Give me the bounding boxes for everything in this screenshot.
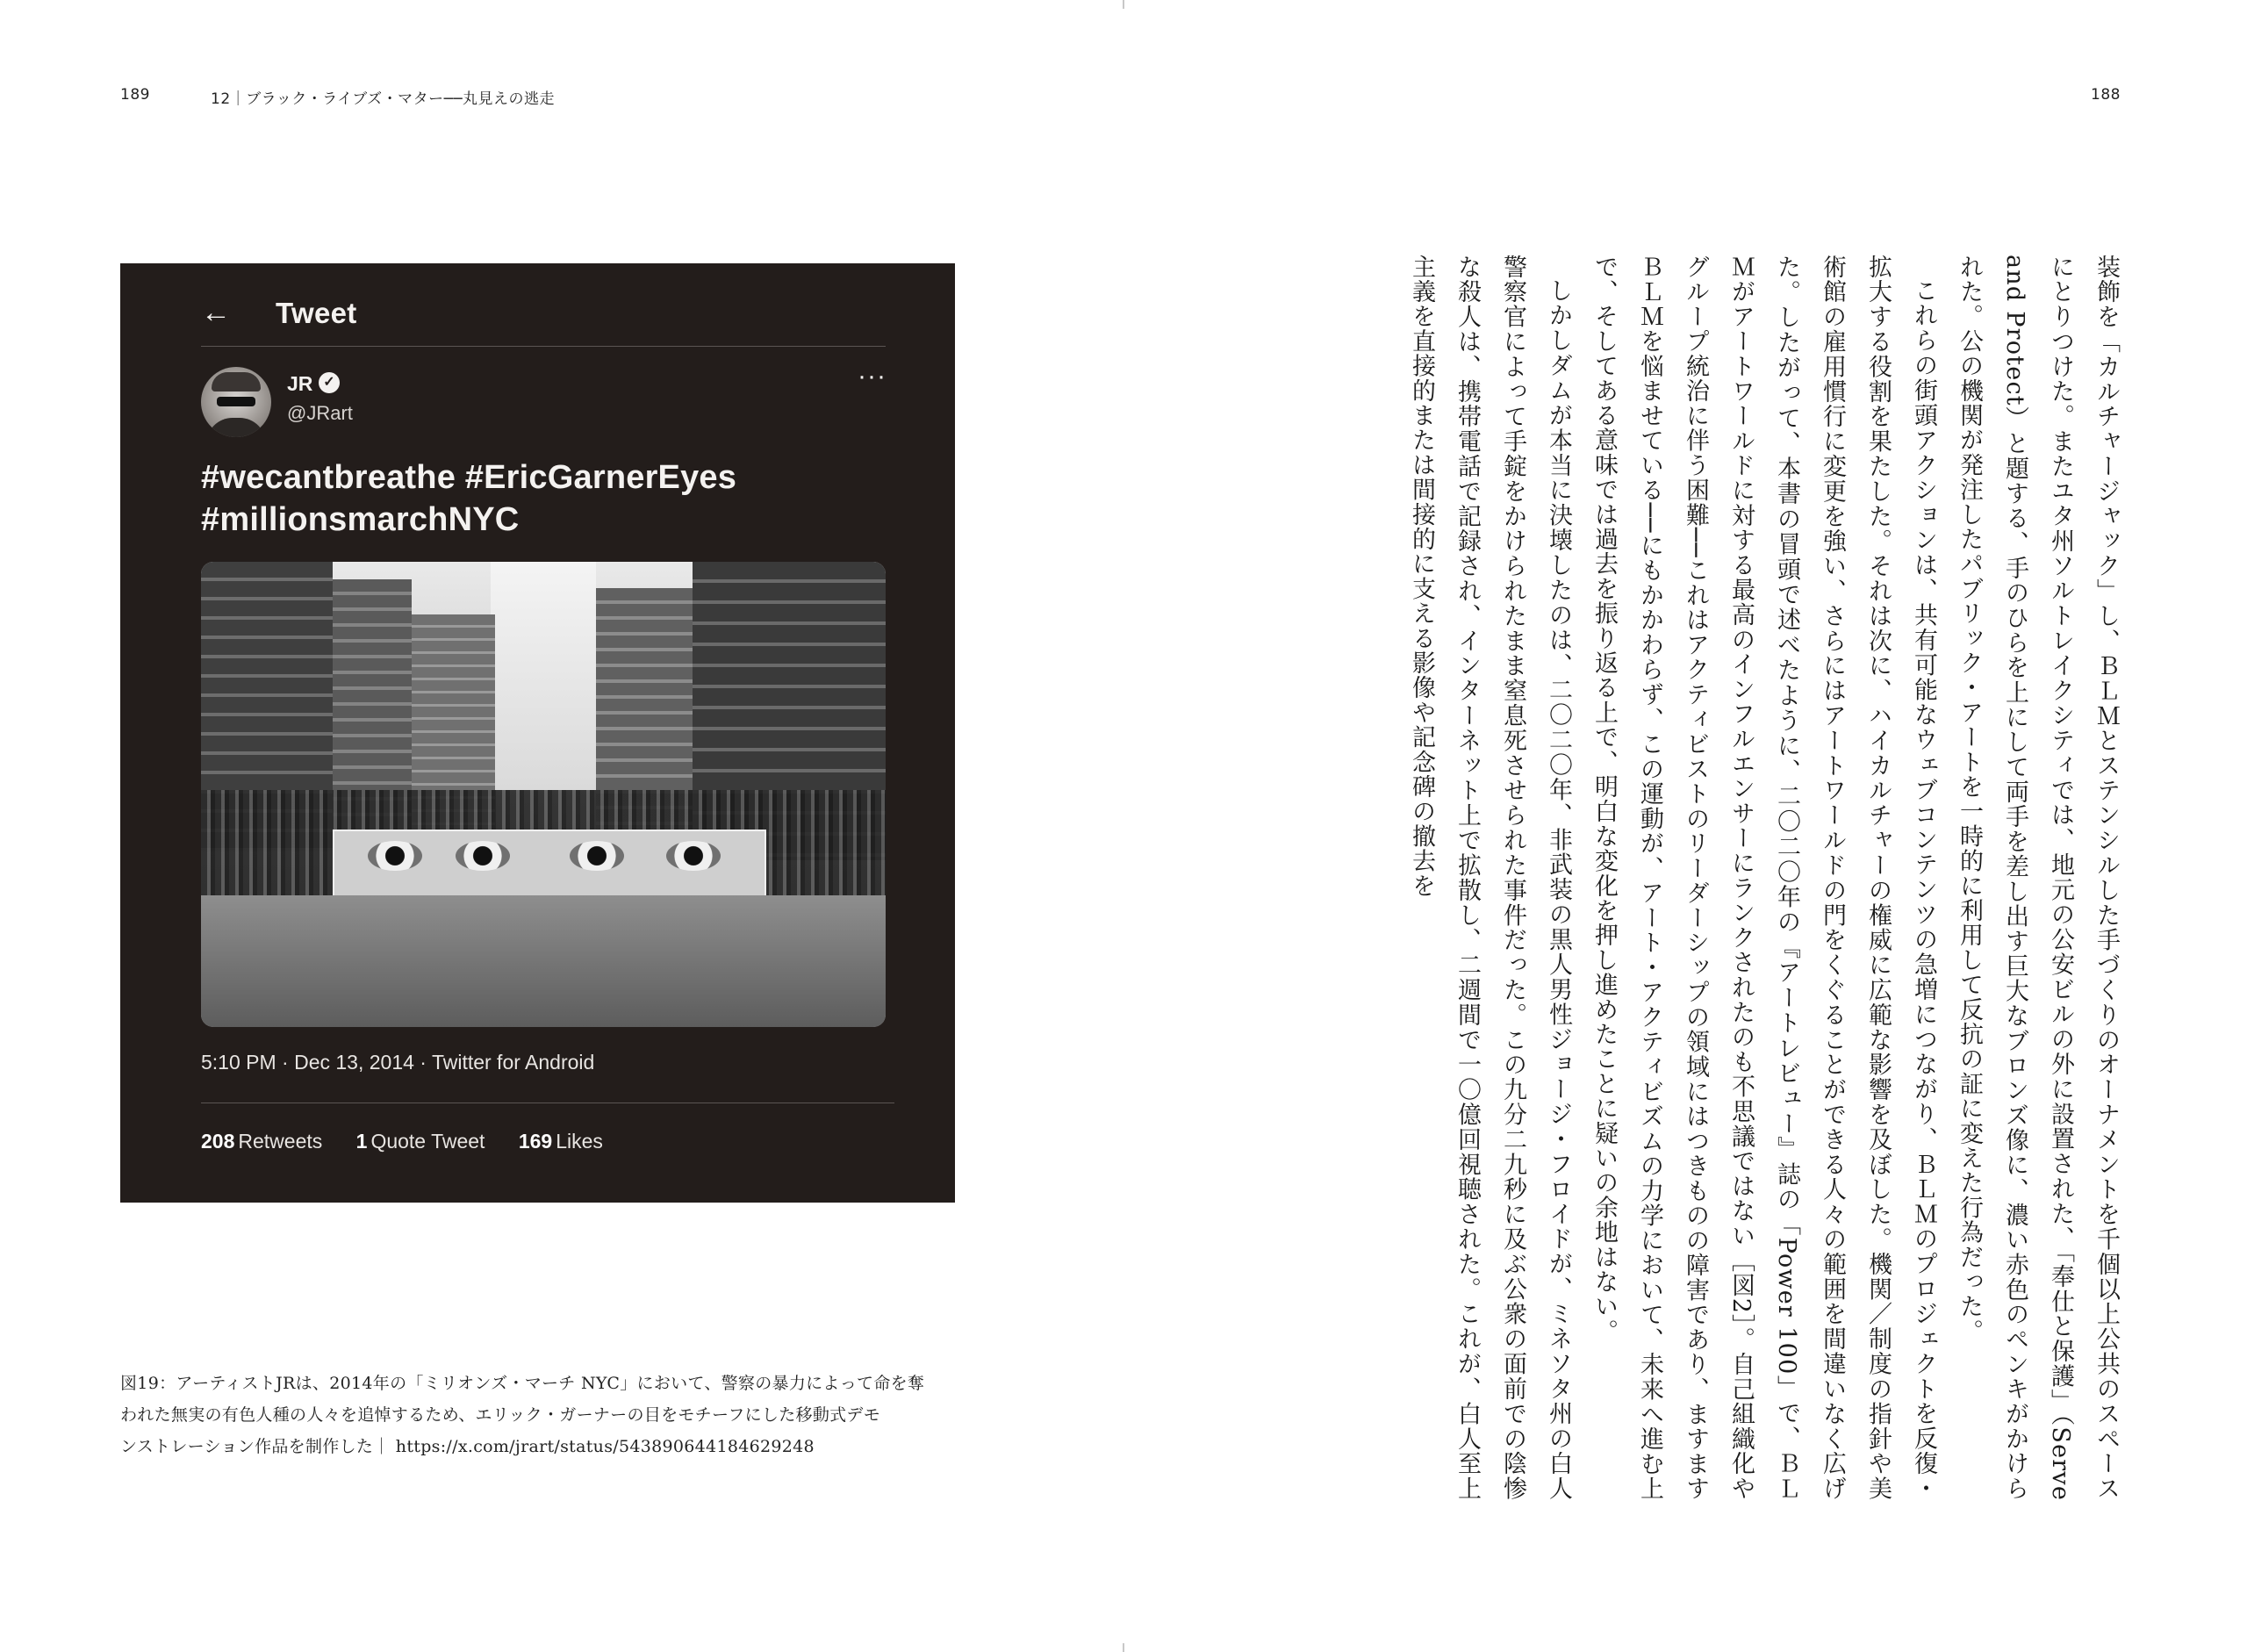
gutter-mark-top bbox=[1123, 0, 1124, 9]
photo-eye bbox=[456, 841, 510, 871]
avatar-hat bbox=[212, 372, 261, 391]
body-paragraph: しかしダムが本当に決壊したのは、二〇二〇年、非武装の黒人男性ジョージ・フロイドが、ミネソタ州の白人警察官によって手錠をかけられたまま窒息死させられた事件だった。この九分二九秒に及ぶ公衆の面前での陰惨な殺人は、携帯電話で記録され、インターネット上で拡散し、二週間で一〇億回視聴された。これが、白人至上主義を直接的または間接的に支える影像や記念碑の撤去を bbox=[1408, 255, 1572, 1501]
photo-eye bbox=[570, 841, 624, 871]
caption-line: 図19：アーティストJRは、2014年の「ミリオンズ・マーチ NYC」において、警察の暴力によって命を奪 bbox=[120, 1374, 925, 1393]
tweet-text-line: #wecantbreathe #EricGarnerEyes bbox=[201, 459, 737, 496]
body-paragraph: これらの街頭アクションは、共有可能なウェブコンテンツの急増につながり、ＢＬＭのプロジェクトを反復・拡大する役割を果たした。それは次に、ハイカルチャーの権威に広範な影響を及ぼした。機関／制度の指針や美術館の雇用慣行に変更を強い、さらにはアートワールドの門をくぐることができる人々の範囲を間違いなく広げた。したがって、本書の冒頭で述べたように、二〇二〇年の『アートレビュー』誌の「Power 100」で、ＢＬＭがアートワールドに対する最高のインフルエンサーにランクされたのも不思議ではない［図2］。自己組織化やグループ統治に伴う困難──これはアクティビストのリーダーシップの領域にはつきものの障害であり、ますますＢＬＭを悩ませている──にもかかわらず、この運動が、アート・アクティビズムの力学において、未来へ進む上で、そしてある意味では過去を振り返る上で、明白な変化を押し進めたことに疑いの余地はない。 bbox=[1590, 255, 1937, 1501]
stat-label: Retweets bbox=[238, 1130, 323, 1153]
back-arrow-icon: ← bbox=[201, 296, 231, 329]
retweets-stat bbox=[201, 1130, 322, 1153]
left-page-number: 189 bbox=[120, 86, 150, 104]
tweet-user-handle: @JRart bbox=[287, 402, 353, 424]
tweet-timestamp: 5:10 PM · Dec 13, 2014 · Twitter for Android bbox=[201, 1051, 595, 1074]
tweet-header bbox=[201, 290, 886, 347]
chapter-running-head: 12｜ブラック・ライブズ・マター──丸見えの逃走 bbox=[211, 90, 556, 108]
photo-eye bbox=[368, 841, 422, 871]
more-options-icon: ··· bbox=[858, 362, 887, 391]
tweet-screenshot-figure bbox=[120, 263, 955, 1203]
caption-line: われた無実の有色人種の人々を追悼するため、エリック・ガーナーの目をモチーフにした移動式デモ bbox=[120, 1405, 881, 1425]
photo-street bbox=[201, 895, 886, 1027]
gutter-mark-bottom bbox=[1123, 1643, 1124, 1652]
caption-line: ンストレーション作品を制作した｜ https://x.com/jrart/status/543890644184629248 bbox=[120, 1437, 815, 1456]
figure-caption bbox=[120, 1368, 958, 1462]
likes-stat bbox=[519, 1130, 603, 1153]
verified-badge-icon: ✓ bbox=[319, 372, 340, 393]
stat-count: 169 bbox=[518, 1130, 553, 1153]
tweet-text bbox=[201, 456, 894, 541]
quote-tweets-stat bbox=[356, 1130, 485, 1153]
tweet-header-title: Tweet bbox=[276, 297, 357, 329]
stat-label: Quote Tweet bbox=[370, 1130, 485, 1153]
tweet-stats bbox=[201, 1130, 631, 1153]
body-text-vertical bbox=[1286, 255, 2129, 1501]
tweet-text-line: #millionsmarchNYC bbox=[201, 501, 520, 538]
photo-sky bbox=[491, 562, 596, 790]
tweet-photo-protest-march bbox=[201, 562, 886, 1027]
tweet-user-name: JR bbox=[287, 372, 313, 395]
avatar bbox=[201, 367, 271, 437]
stat-label: Likes bbox=[556, 1130, 603, 1153]
body-paragraph: 装飾を「カルチャージャック」し、ＢＬＭとステンシルした手づくりのオーナメントを千個以上公共のスペースにとりつけた。またユタ州ソルトレイクシティでは、地元の公安ビルの外に設置された、「奉仕と保護」（Serve and Protect）と題する、手のひらを上にして両手を差し出す巨大なブロンズ像に、濃い赤色のペンキがかけられた。公の機関が発注したパブリック・アートを一時的に利用して反抗の証に変えた行為だった。 bbox=[1956, 255, 2120, 1501]
photo-eye bbox=[666, 841, 721, 871]
avatar-body bbox=[206, 418, 266, 437]
avatar-sunglasses bbox=[217, 397, 255, 406]
stat-count: 1 bbox=[355, 1130, 368, 1153]
right-page-number: 188 bbox=[2091, 86, 2121, 104]
stat-count: 208 bbox=[201, 1130, 235, 1153]
